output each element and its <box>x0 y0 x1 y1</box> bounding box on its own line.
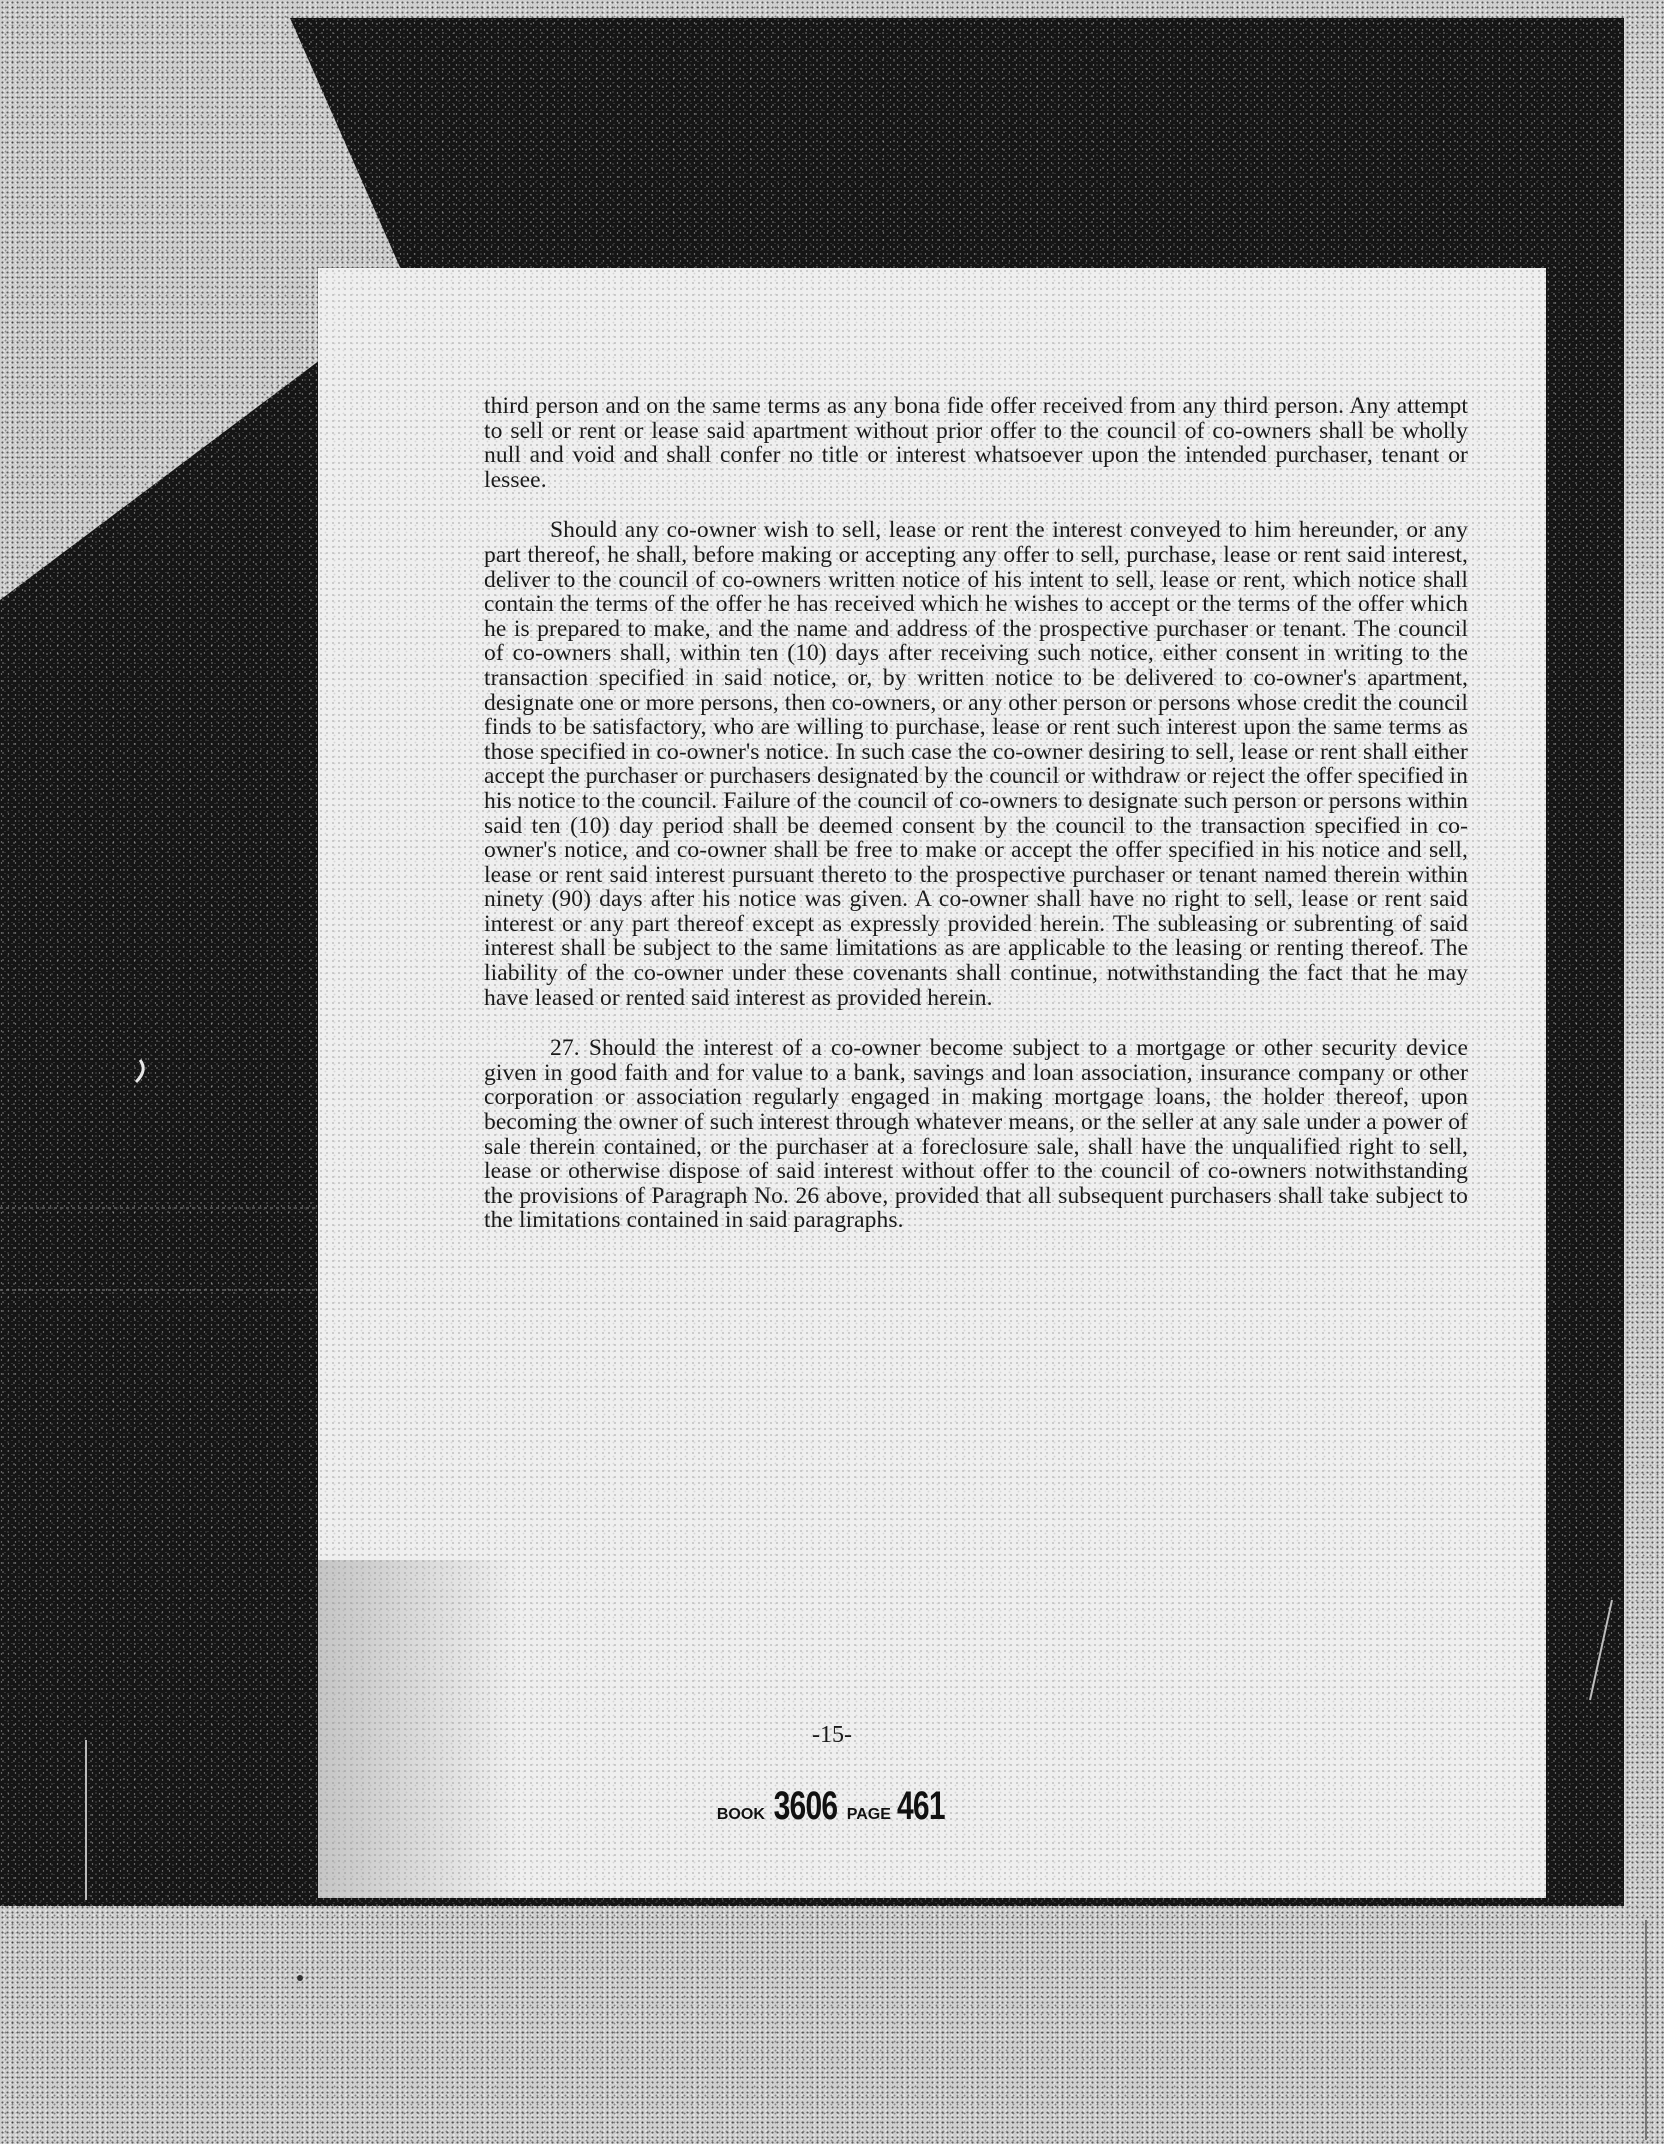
paragraph-27-mortgage: 27. Should the interest of a co-owner become subject to a mortgage or other security device given in good faith and for value to a bank, savings and loan association, insurance company or other corporation or association regularly engaged in making mortgage loans, the holder thereof, upon becoming the owner of such interest through whatever means, or the seller at any sale under a power of sale therein contained, or the purchaser at a foreclosure sale, shall have the unqualified right to sell, lease or otherwise dispose of said interest without offer to the council of co-owners notwithstanding the provisions of Paragraph No. 26 above, provided that all subsequent purchasers shall take subject to the limitations contained in said paragraphs. <box>484 1035 1468 1234</box>
paragraph-continuation: third person and on the same terms as any bona fide offer received from any third person. Any attempt to sell or rent or lease said apartment without prior offer to the council of co-owners shall be wholly null and void and shall confer no title or interest whatsoever upon the intended purchaser, tenant or lessee. <box>484 393 1468 493</box>
paragraph-sale-lease-notice: Should any co-owner wish to sell, lease or rent the interest conveyed to him hereunder, or any part thereof, he shall, before making or accepting any offer to sell, purchase, lease or rent said interest, deliver to the council of co-owners written notice of his intent to sell, lease or rent, which notice shall contain the terms of the offer he has received which he wishes to accept or the terms of the offer which he is prepared to make, and the name and address of the prospective purchaser or tenant. The council of co-owners shall, within ten (10) days after receiving such notice, either consent in writing to the transaction specified in said notice, or, by written notice to be delivered to co-owner's apartment, designate one or more persons, then co-owners, or any other person or persons whose credit the council finds to be satisfactory, who are willing to purchase, lease or rent such interest upon the same terms as those specified in co-owner's notice. In such case the co-owner desiring to sell, lease or rent shall either accept the purchaser or purchasers designated by the council or withdraw or reject the offer specified in his notice to the council. Failure of the council of co-owners to designate such person or persons within said ten (10) day period shall be deemed consent by the council to the transaction specified in co-owner's notice, and co-owner shall be free to make or accept the offer specified in his notice and sell, lease or rent said interest pursuant thereto to the prospective purchaser or tenant named therein within ninety (90) days after his notice was given. A co-owner shall have no right to sell, lease or rent said interest or any part thereof except as expressly provided herein. The subleasing or subrenting of said interest shall be subject to the same limitations as are applicable to the leasing or renting thereof. The liability of the co-owner under these covenants shall continue, notwithstanding the fact that he may have leased or rented said interest as provided herein. <box>484 517 1468 1011</box>
page-label: PAGE <box>846 1806 891 1823</box>
book-label: BOOK <box>716 1806 765 1823</box>
page-value: 461 <box>897 1784 946 1828</box>
book-number: 3606 <box>773 1784 838 1828</box>
page-number: -15- <box>812 1722 852 1748</box>
